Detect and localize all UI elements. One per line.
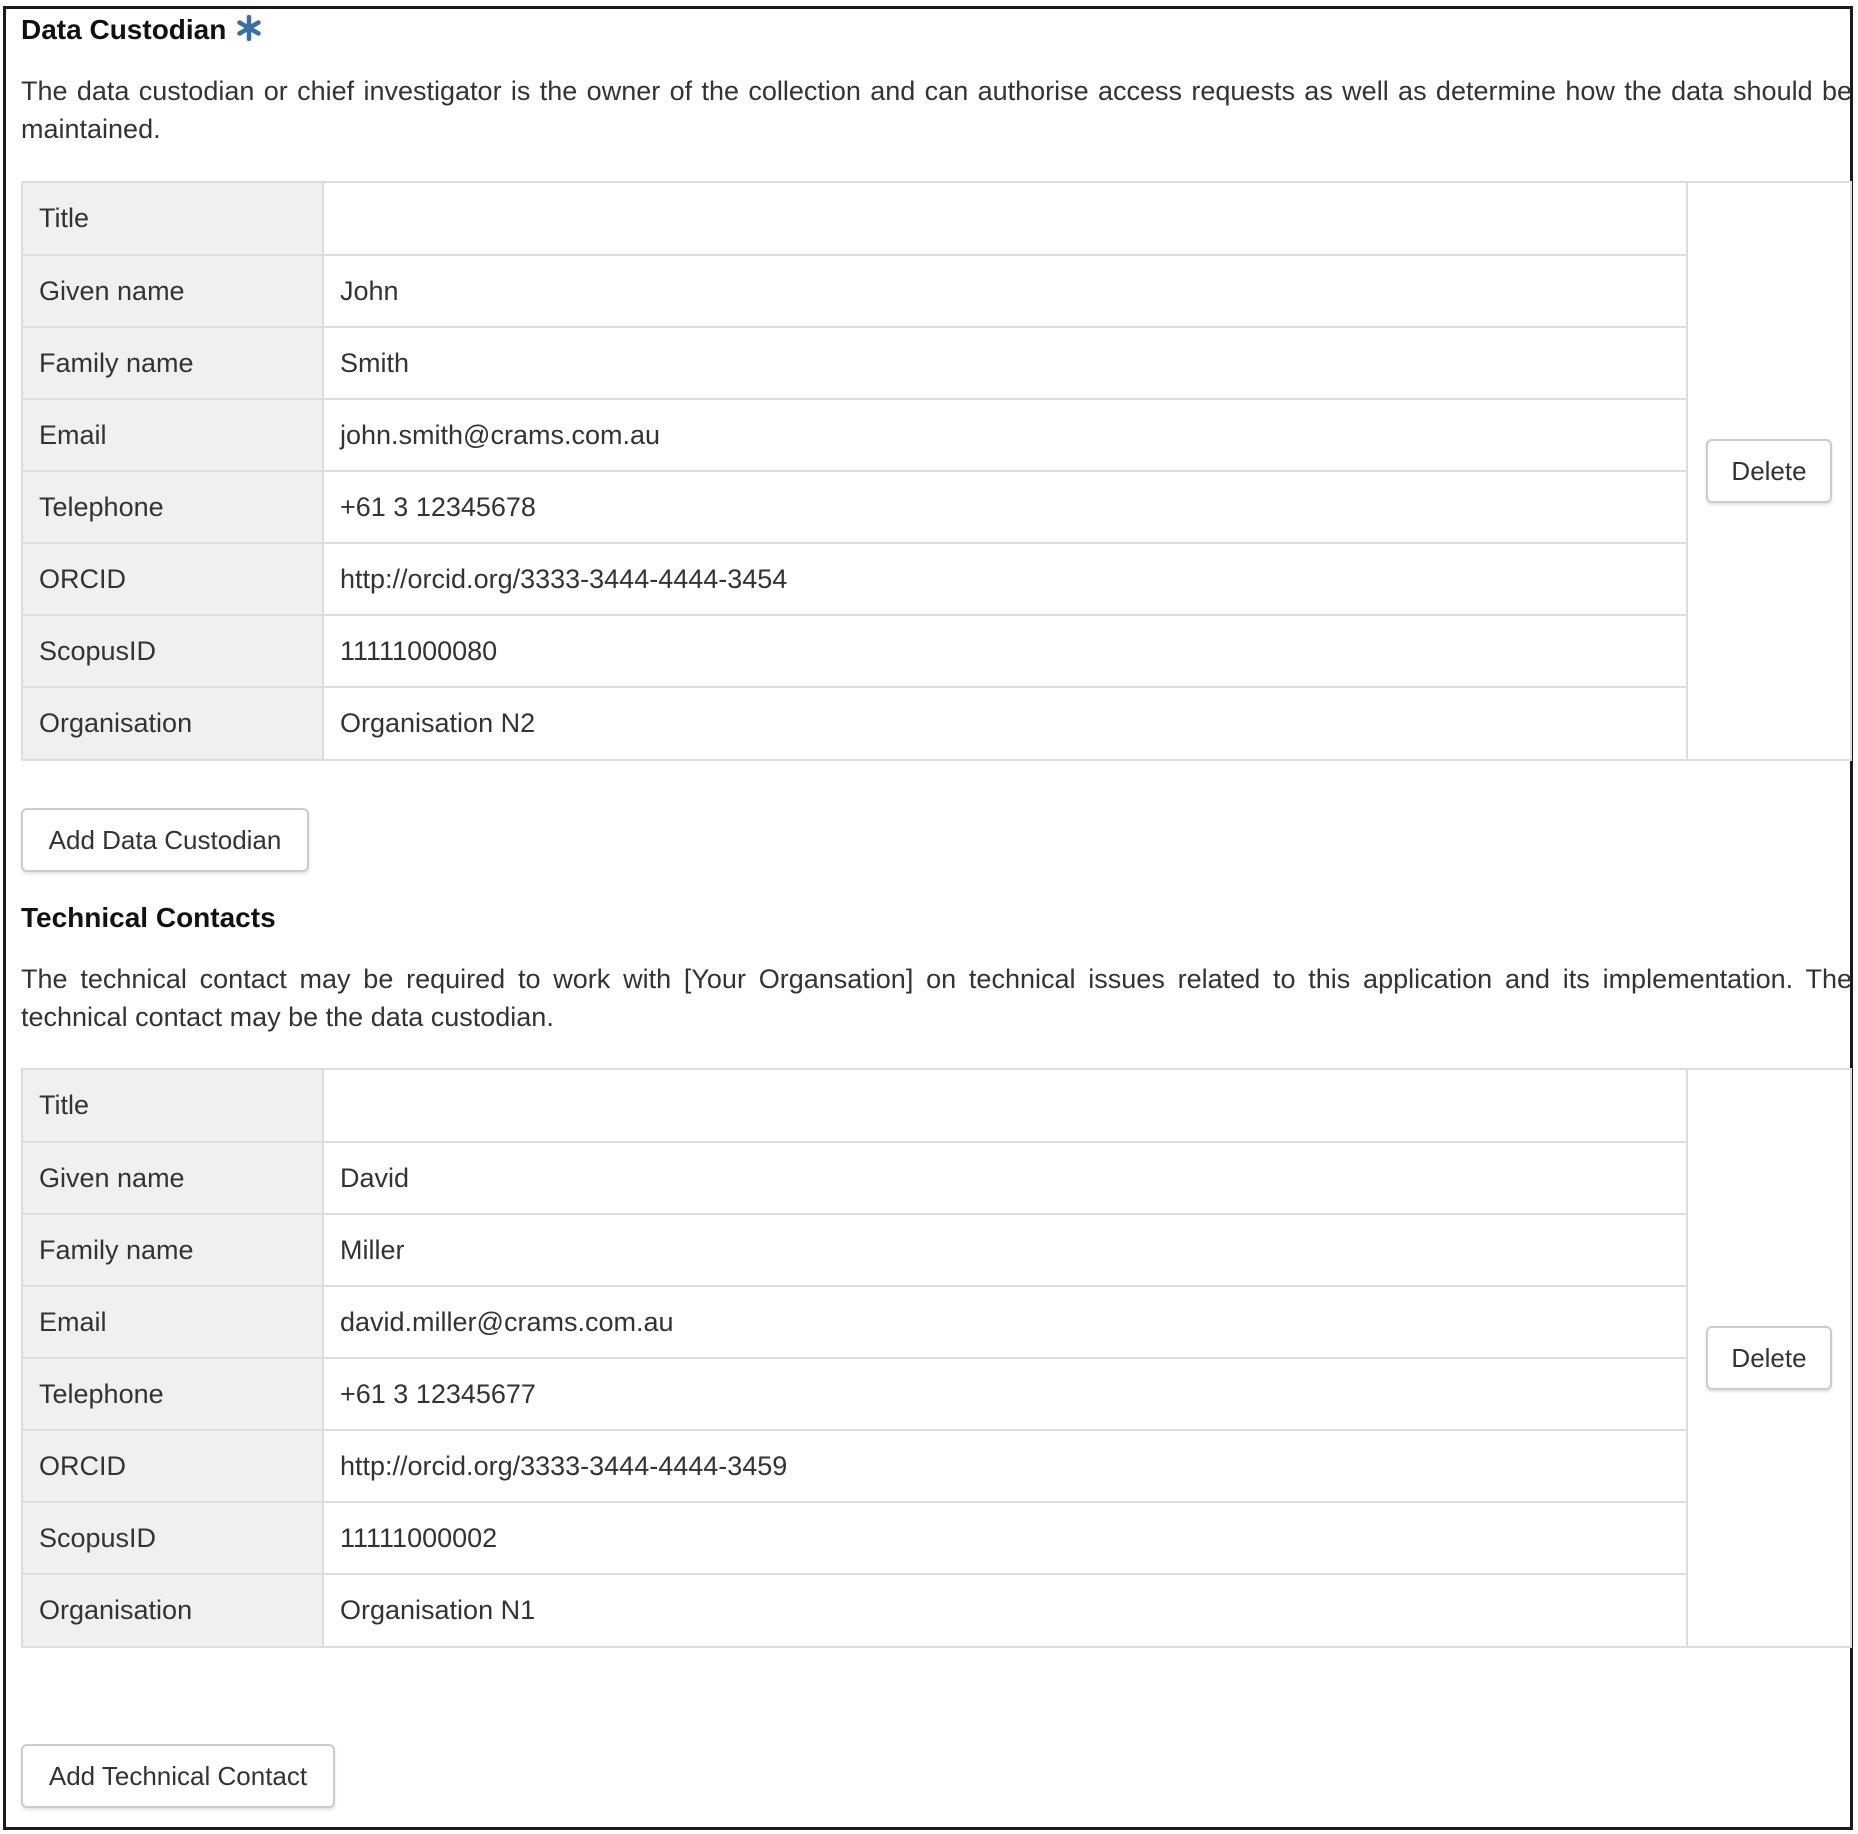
- technical-contacts-description: The technical contact may be required to work with [Your Organsation] on technical issues related to this application and its implementation. The technical contact may be the data custodian.: [21, 964, 1852, 1032]
- row-value: +61 3 12345678: [323, 471, 1687, 543]
- data-custodian-title: Data Custodian: [21, 14, 227, 45]
- row-label: Given name: [23, 255, 323, 327]
- row-label: ScopusID: [23, 615, 323, 687]
- row-value: Organisation N2: [323, 687, 1687, 759]
- row-label: Family name: [23, 327, 323, 399]
- delete-technical-contact-button[interactable]: Delete: [1706, 1326, 1832, 1390]
- table-row: [23, 1430, 1687, 1502]
- add-data-custodian-button[interactable]: Add Data Custodian: [21, 808, 309, 872]
- row-value: Organisation N1: [323, 1574, 1687, 1646]
- row-label: ScopusID: [23, 1502, 323, 1574]
- row-value: +61 3 12345677: [323, 1358, 1687, 1430]
- row-value: Miller: [323, 1214, 1687, 1286]
- row-value: http://orcid.org/3333-3444-4444-3454: [323, 543, 1687, 615]
- data-custodian-description: The data custodian or chief investigator is the owner of the collection and can authorise access requests as well as determine how the data should be maintained.: [21, 76, 1852, 144]
- data-custodian-heading: [21, 14, 262, 46]
- table-row: [23, 471, 1687, 543]
- row-value: 11111000080: [323, 615, 1687, 687]
- add-technical-contact-button[interactable]: Add Technical Contact: [21, 1744, 335, 1808]
- table-row: [23, 255, 1687, 327]
- row-value: [323, 183, 1687, 255]
- row-label: Email: [23, 399, 323, 471]
- table-row: [23, 1502, 1687, 1574]
- table-row: [23, 1214, 1687, 1286]
- row-label: ORCID: [23, 1430, 323, 1502]
- data-custodian-entry: [21, 181, 1852, 761]
- table-row: [23, 1358, 1687, 1430]
- delete-data-custodian-button[interactable]: Delete: [1706, 439, 1832, 503]
- table-row: [23, 183, 1687, 255]
- row-value: John: [323, 255, 1687, 327]
- table-row: [23, 1070, 1687, 1142]
- table-row: [23, 543, 1687, 615]
- technical-contacts-title: Technical Contacts: [21, 902, 276, 933]
- table-row: [23, 1574, 1687, 1646]
- row-label: Organisation: [23, 1574, 323, 1646]
- row-value: [323, 1070, 1687, 1142]
- table-row: [23, 615, 1687, 687]
- row-label: Title: [23, 1070, 323, 1142]
- row-value: Smith: [323, 327, 1687, 399]
- data-custodian-table: [23, 183, 1688, 759]
- row-label: Telephone: [23, 471, 323, 543]
- table-row: [23, 687, 1687, 759]
- row-value: david.miller@crams.com.au: [323, 1286, 1687, 1358]
- table-row: [23, 1142, 1687, 1214]
- row-value: David: [323, 1142, 1687, 1214]
- row-label: Family name: [23, 1214, 323, 1286]
- technical-contacts-heading: [21, 902, 276, 934]
- row-label: Email: [23, 1286, 323, 1358]
- row-label: Organisation: [23, 687, 323, 759]
- row-value: http://orcid.org/3333-3444-4444-3459: [323, 1430, 1687, 1502]
- row-value: 11111000002: [323, 1502, 1687, 1574]
- technical-contact-actions: [1688, 1070, 1850, 1646]
- table-row: [23, 399, 1687, 471]
- row-value: john.smith@crams.com.au: [323, 399, 1687, 471]
- technical-contact-entry: [21, 1068, 1852, 1648]
- table-row: [23, 1286, 1687, 1358]
- row-label: Title: [23, 183, 323, 255]
- technical-contact-table: [23, 1070, 1688, 1646]
- table-row: [23, 327, 1687, 399]
- row-label: ORCID: [23, 543, 323, 615]
- row-label: Given name: [23, 1142, 323, 1214]
- asterisk-icon: [236, 15, 262, 41]
- row-label: Telephone: [23, 1358, 323, 1430]
- data-custodian-actions: [1688, 183, 1850, 759]
